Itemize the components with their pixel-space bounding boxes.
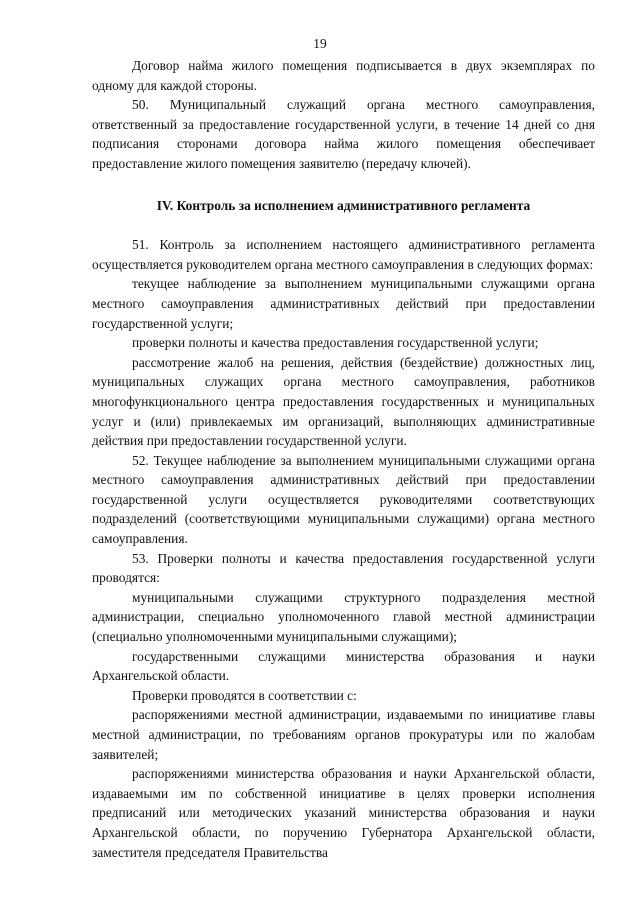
- section-heading: IV. Контроль за исполнением административного регламента: [156, 197, 531, 213]
- paragraph-inspections-basis: Проверки проводятся в соответствии с:: [132, 687, 357, 703]
- paragraph-53-item-1: муниципальными служащими структурного подразделения местной администрации, специально уполномоченного главой местной администрации (специально уполномоченными муниципальными служащими);: [92, 589, 595, 645]
- paragraph-52: 52. Текущее наблюдение за выполнением муниципальными служащими органа местного самоуправления административных действий при предоставлении государственной услуги осуществляется руководителями соответствующих подразделений (соответствующими муниципальными служащими) органа местного самоуправления.: [92, 452, 595, 547]
- paragraph-51: 51. Контроль за исполнением настоящего административного регламента осуществляется руководителем органа местного самоуправления в следующих формах:: [92, 237, 595, 272]
- paragraph-contract-copies: Договор найма жилого помещения подписывается в двух экземплярах по одному для каждой стороны.: [92, 58, 595, 93]
- paragraph-basis-item-1: распоряжениями местной администрации, издаваемыми по инициативе главы местной администрации, по требованиям органов прокуратуры или по жалобам заявителей;: [92, 707, 595, 762]
- paragraph-53: 53. Проверки полноты и качества предоставления государственной услуги проводятся:: [92, 550, 595, 586]
- paragraph-51-form-3: рассмотрение жалоб на решения, действия (бездействие) должностных лиц, муниципальных служащих органа местного самоуправления, работников многофункционального центра предоставления государственных и муниципальных услуг и (или) привлекаемых им организаций, выполняющих административные действия при предоставлении государственной услуги.: [92, 354, 595, 449]
- paragraph-51-form-1: текущее наблюдение за выполнением муниципальными служащими органа местного самоуправления административных действий при предоставлении государственной услуги;: [92, 276, 595, 331]
- page-number: 19: [313, 36, 327, 51]
- paragraph-basis-item-2: распоряжениями министерства образования и науки Архангельской области, издаваемыми им по собственной инициативе в целях проверки исполнения предписаний или методических указаний министерства образования и науки Архангельской области, по поручению Губернатора Архангельской области, заместителя председателя Правительства: [92, 766, 595, 860]
- document-body: [92, 56, 595, 862]
- paragraph-51-form-2: проверки полноты и качества предоставления государственной услуги;: [132, 335, 539, 351]
- paragraph-50: 50. Муниципальный служащий органа местного самоуправления, ответственный за предоставление государственной услуги, в течение 14 дней со дня подписания сторонами договора найма жилого помещения обеспечивает предоставление жилого помещения заявителю (передачу ключей).: [92, 97, 595, 171]
- paragraph-53-item-2: государственными служащими министерства образования и науки Архангельской области.: [92, 648, 595, 684]
